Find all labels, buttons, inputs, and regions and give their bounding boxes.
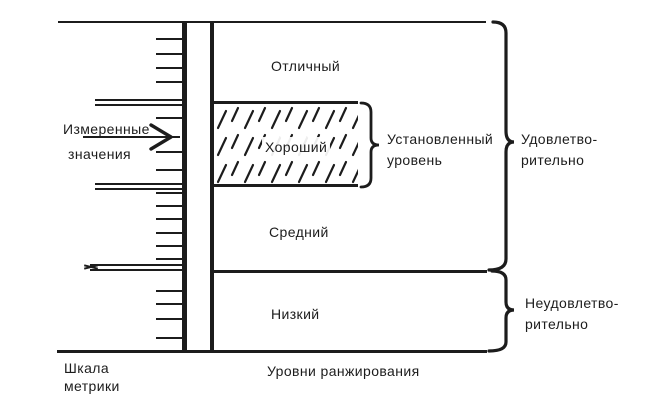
tick-mark <box>156 192 182 194</box>
measured-value-line <box>95 99 184 101</box>
measured-value-line <box>95 183 184 185</box>
measured-values-label-line2: значения <box>68 146 132 162</box>
tick-mark <box>156 67 182 69</box>
established-level-label-line1: Установленный <box>387 131 494 147</box>
ranking-column-axis <box>210 21 214 353</box>
level-label-good: Хороший <box>262 137 330 157</box>
tick-mark <box>156 169 182 171</box>
unsatisfactory-label-line2: рительно <box>525 316 589 332</box>
metric-scale-axis <box>182 21 187 353</box>
bottom-boundary-line <box>57 350 487 353</box>
satisfactory-label-line1: Удовлетво- <box>521 131 598 147</box>
good-level-box-bottom-border <box>213 184 358 187</box>
tick-mark <box>156 232 182 234</box>
average-low-divider-line <box>214 270 487 273</box>
level-label-low: Низкий <box>271 306 320 322</box>
tick-mark <box>156 53 182 55</box>
established-level-label <box>387 129 493 171</box>
unsatisfactory-label-line1: Неудовлетво- <box>525 295 619 311</box>
tick-mark <box>156 290 182 292</box>
top-boundary-line <box>58 21 486 23</box>
tick-mark <box>156 245 182 247</box>
satisfactory-label <box>521 129 598 171</box>
satisfactory-label-line2: рительно <box>521 152 585 168</box>
measured-value-line <box>95 188 184 190</box>
tick-mark <box>156 205 182 207</box>
measured-values-label-line1: Измеренные <box>63 121 150 137</box>
unsatisfactory-label <box>525 293 619 335</box>
metric-scale-caption-line1: Шкала <box>64 360 110 376</box>
tick-mark <box>156 218 182 220</box>
tick-mark <box>156 337 182 339</box>
ranking-levels-caption: Уровни ранжирования <box>267 363 420 379</box>
tick-mark <box>156 303 182 305</box>
arrowhead-icon <box>147 120 177 154</box>
established-level-label-line2: уровень <box>387 152 443 168</box>
tick-mark <box>156 38 182 40</box>
established-level-brace <box>357 99 385 191</box>
measured-value-line <box>95 104 184 106</box>
level-label-excellent: Отличный <box>271 58 341 74</box>
measured-values-label <box>63 117 150 167</box>
tick-mark <box>156 258 182 260</box>
level-label-average: Средний <box>269 224 329 240</box>
metric-scale-caption-line2: метрики <box>64 378 120 394</box>
metric-scale-caption <box>64 359 120 395</box>
tick-mark <box>156 117 182 119</box>
measured-value-line <box>90 264 184 266</box>
tick-mark <box>156 318 182 320</box>
unsatisfactory-brace <box>486 266 520 356</box>
measured-value-line <box>90 269 184 271</box>
tick-mark <box>156 81 182 83</box>
